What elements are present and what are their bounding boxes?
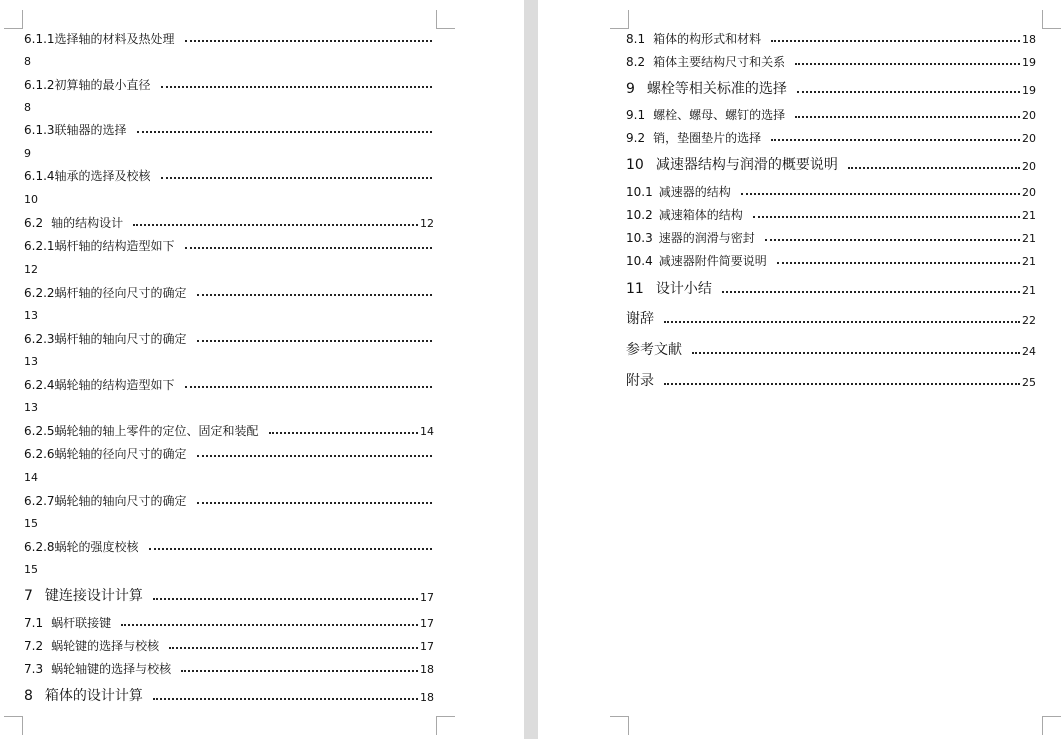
toc-entry-page: 25 xyxy=(1022,376,1036,389)
toc-entry-title: 销，垫圈垫片的选择 xyxy=(653,131,762,145)
toc-leader-dots xyxy=(197,455,432,457)
toc-entry-number: 9 xyxy=(626,81,635,97)
toc-leader-dots xyxy=(797,91,1020,93)
page-gap xyxy=(524,0,538,739)
toc-leader-dots xyxy=(185,386,432,388)
toc-entry[interactable] xyxy=(626,158,1036,172)
toc-leader-dots xyxy=(269,432,418,434)
toc-leader-dots xyxy=(795,116,1020,118)
toc-entry[interactable] xyxy=(24,379,434,391)
toc-page-number: 8 xyxy=(24,101,31,114)
toc-entry[interactable] xyxy=(626,33,1036,45)
toc-entry-number: 6.1.3 xyxy=(24,123,55,137)
toc-entry[interactable] xyxy=(24,617,434,629)
toc-leader-dots xyxy=(848,167,1020,169)
toc-entry-title: 蜗轮键的选择与校核 xyxy=(51,639,160,653)
toc-entry[interactable] xyxy=(626,312,1036,326)
toc-entry-number: 6.2.7 xyxy=(24,494,55,508)
document-page-left xyxy=(0,0,524,739)
toc-entry-title: 蜗轮轴的径向尺寸的确定 xyxy=(54,447,187,461)
toc-entry-page: 24 xyxy=(1022,345,1036,358)
toc-entry[interactable] xyxy=(24,541,434,553)
toc-entry-number: 8.2 xyxy=(626,55,646,69)
toc-entry-title: 箱体主要结构尺寸和关系 xyxy=(653,55,786,69)
toc-entry-title: 初算轴的最小直径 xyxy=(54,78,151,92)
toc-leader-dots xyxy=(153,698,418,700)
toc-entry-page: 22 xyxy=(1022,314,1036,327)
toc-entry-title: 蜗杆轴的结构造型如下 xyxy=(54,239,175,253)
toc-entry-title: 蜗轮轴键的选择与校核 xyxy=(51,662,172,676)
toc-entry-title: 箱体的设计计算 xyxy=(44,688,143,704)
toc-leader-dots xyxy=(169,647,418,649)
toc-leader-dots xyxy=(692,352,1020,354)
toc-entry[interactable] xyxy=(24,640,434,652)
toc-entry-page: 18 xyxy=(420,691,434,704)
toc-leader-dots xyxy=(664,383,1020,385)
crop-mark-top-right xyxy=(1042,10,1061,29)
toc-entry-page: 18 xyxy=(420,663,434,676)
toc-entry-title: 减速器附件简要说明 xyxy=(658,254,767,268)
toc-entry-page: 21 xyxy=(1022,209,1036,222)
toc-entry[interactable] xyxy=(24,425,434,437)
toc-leader-dots xyxy=(765,239,1020,241)
toc-leader-dots xyxy=(153,598,418,600)
toc-leader-dots xyxy=(149,548,432,550)
toc-entry-number: 10.4 xyxy=(626,254,653,268)
toc-entry-title: 设计小结 xyxy=(655,281,712,297)
toc-entry-number: 9.1 xyxy=(626,108,646,122)
toc-entry[interactable] xyxy=(24,495,434,507)
toc-entry-page: 17 xyxy=(420,617,434,630)
toc-entry-page: 21 xyxy=(1022,232,1036,245)
toc-leader-dots xyxy=(197,502,432,504)
toc-leader-dots xyxy=(771,40,1020,42)
toc-entry-number: 8.1 xyxy=(626,32,646,46)
toc-page-number: 15 xyxy=(24,563,38,576)
toc-entry-title: 轴的结构设计 xyxy=(51,216,124,230)
toc-entry-title: 蜗杆轴的轴向尺寸的确定 xyxy=(54,332,187,346)
toc-entry-number: 6.2.6 xyxy=(24,447,55,461)
toc-entry-page: 20 xyxy=(1022,186,1036,199)
toc-entry-number: 6.2.3 xyxy=(24,332,55,346)
toc-entry[interactable] xyxy=(626,132,1036,144)
toc-entry-number: 6.2.4 xyxy=(24,378,55,392)
toc-leader-dots xyxy=(137,131,432,133)
toc-entry[interactable] xyxy=(626,209,1036,221)
crop-mark-top-right xyxy=(436,10,455,29)
toc-entry-page: 20 xyxy=(1022,132,1036,145)
toc-entry-number: 11 xyxy=(626,281,644,297)
toc-leader-dots xyxy=(664,321,1020,323)
toc-entry-number: 6.2.2 xyxy=(24,286,55,300)
toc-entry[interactable] xyxy=(626,232,1036,244)
toc-entry-number: 7 xyxy=(24,588,33,604)
toc-entry-title: 联轴器的选择 xyxy=(54,123,127,137)
toc-leader-dots xyxy=(185,40,432,42)
toc-leader-dots xyxy=(133,224,418,226)
toc-leader-dots xyxy=(777,262,1020,264)
toc-entry[interactable] xyxy=(24,448,434,460)
toc-entry-number: 6.2.8 xyxy=(24,540,55,554)
toc-entry-title: 蜗杆轴的径向尺寸的确定 xyxy=(54,286,187,300)
toc-entry[interactable] xyxy=(24,287,434,299)
toc-leader-dots xyxy=(795,63,1020,65)
toc-entry-title: 螺栓等相关标准的选择 xyxy=(646,81,787,97)
toc-entry-page: 19 xyxy=(1022,56,1036,69)
toc-entry[interactable] xyxy=(24,79,434,91)
toc-entry-title: 参考文献 xyxy=(626,342,682,358)
toc-page-number: 8 xyxy=(24,55,31,68)
toc-page-number: 15 xyxy=(24,517,38,530)
toc-entry-number: 6.2.1 xyxy=(24,239,55,253)
toc-entry-number: 6.1.1 xyxy=(24,32,55,46)
crop-mark-top-left xyxy=(4,10,23,29)
toc-entry[interactable] xyxy=(24,689,434,703)
crop-mark-bottom-left xyxy=(4,716,23,735)
crop-mark-bottom-left xyxy=(610,716,629,735)
toc-leader-dots xyxy=(741,193,1020,195)
toc-entry-title: 蜗轮轴的轴向尺寸的确定 xyxy=(54,494,187,508)
toc-entry-title: 速器的润滑与密封 xyxy=(658,231,755,245)
toc-entry[interactable] xyxy=(24,240,434,252)
toc-leader-dots xyxy=(771,139,1020,141)
toc-entry-page: 19 xyxy=(1022,84,1036,97)
toc-leader-dots xyxy=(722,291,1020,293)
toc-page-number: 13 xyxy=(24,355,38,368)
toc-entry-number: 6.2.5 xyxy=(24,424,55,438)
toc-entry[interactable] xyxy=(24,124,434,136)
toc-entry[interactable] xyxy=(626,186,1036,198)
toc-entry-title: 蜗轮轴的轴上零件的定位、固定和装配 xyxy=(54,424,259,438)
toc-entry-page: 20 xyxy=(1022,109,1036,122)
toc-entry-number: 10.1 xyxy=(626,185,653,199)
toc-entry-page: 12 xyxy=(420,217,434,230)
toc-entry-title: 螺栓、螺母、螺钉的选择 xyxy=(653,108,786,122)
toc-entry-number: 10.2 xyxy=(626,208,653,222)
toc-entry[interactable] xyxy=(24,33,434,45)
toc-entry[interactable] xyxy=(24,217,434,229)
toc-entry[interactable] xyxy=(24,333,434,345)
toc-entry[interactable] xyxy=(24,663,434,675)
toc-leader-dots xyxy=(185,247,432,249)
toc-leader-dots xyxy=(161,86,432,88)
toc-entry[interactable] xyxy=(626,343,1036,357)
toc-page-number: 13 xyxy=(24,309,38,322)
toc-entry-title: 蜗杆联接键 xyxy=(51,616,112,630)
toc-entry-page: 18 xyxy=(1022,33,1036,46)
document-page-right xyxy=(538,0,1062,739)
toc-entry-title: 减速器结构与润滑的概要说明 xyxy=(655,157,838,173)
toc-entry[interactable] xyxy=(626,56,1036,68)
toc-entry-number: 10 xyxy=(626,157,644,173)
toc-entry-page: 20 xyxy=(1022,160,1036,173)
toc-entry-title: 减速箱体的结构 xyxy=(658,208,743,222)
toc-entry-page: 21 xyxy=(1022,284,1036,297)
toc-entry-page: 17 xyxy=(420,591,434,604)
toc-entry-page: 14 xyxy=(420,425,434,438)
toc-leader-dots xyxy=(161,177,432,179)
toc-entry[interactable] xyxy=(626,255,1036,267)
crop-mark-top-left xyxy=(610,10,629,29)
toc-entry-title: 键连接设计计算 xyxy=(44,588,143,604)
toc-entry[interactable] xyxy=(626,82,1036,96)
toc-entry-number: 7.1 xyxy=(24,616,44,630)
toc-entry-page: 21 xyxy=(1022,255,1036,268)
toc-entry-title: 谢辞 xyxy=(626,311,654,327)
toc-entry-title: 蜗轮的强度校核 xyxy=(54,540,139,554)
toc-page-number: 12 xyxy=(24,263,38,276)
toc-entry-title: 箱体的构形式和材料 xyxy=(653,32,762,46)
toc-page-number: 9 xyxy=(24,147,31,160)
toc-entry-number: 6.2 xyxy=(24,216,44,230)
toc-entry[interactable] xyxy=(24,589,434,603)
toc-leader-dots xyxy=(753,216,1020,218)
toc-page-number: 10 xyxy=(24,193,38,206)
toc-entry-page: 17 xyxy=(420,640,434,653)
toc-page-number: 13 xyxy=(24,401,38,414)
toc-entry-number: 8 xyxy=(24,688,33,704)
toc-entry[interactable] xyxy=(626,282,1036,296)
toc-leader-dots xyxy=(121,624,418,626)
toc-leader-dots xyxy=(181,670,418,672)
toc-entry-number: 9.2 xyxy=(626,131,646,145)
toc-entry-number: 6.1.2 xyxy=(24,78,55,92)
toc-entry-title: 减速器的结构 xyxy=(658,185,731,199)
toc-entry-title: 轴承的选择及校核 xyxy=(54,169,151,183)
toc-leader-dots xyxy=(197,340,432,342)
toc-entry-title: 选择轴的材料及热处理 xyxy=(54,32,175,46)
toc-entry-number: 6.1.4 xyxy=(24,169,55,183)
crop-mark-bottom-right xyxy=(436,716,455,735)
toc-entry-number: 10.3 xyxy=(626,231,653,245)
toc-entry-title: 蜗轮轴的结构造型如下 xyxy=(54,378,175,392)
toc-entry-title: 附录 xyxy=(626,373,654,389)
toc-entry-number: 7.3 xyxy=(24,662,44,676)
toc-leader-dots xyxy=(197,294,432,296)
toc-page-number: 14 xyxy=(24,471,38,484)
toc-entry[interactable] xyxy=(24,170,434,182)
toc-entry-number: 7.2 xyxy=(24,639,44,653)
toc-entry[interactable] xyxy=(626,109,1036,121)
toc-entry[interactable] xyxy=(626,374,1036,388)
crop-mark-bottom-right xyxy=(1042,716,1061,735)
